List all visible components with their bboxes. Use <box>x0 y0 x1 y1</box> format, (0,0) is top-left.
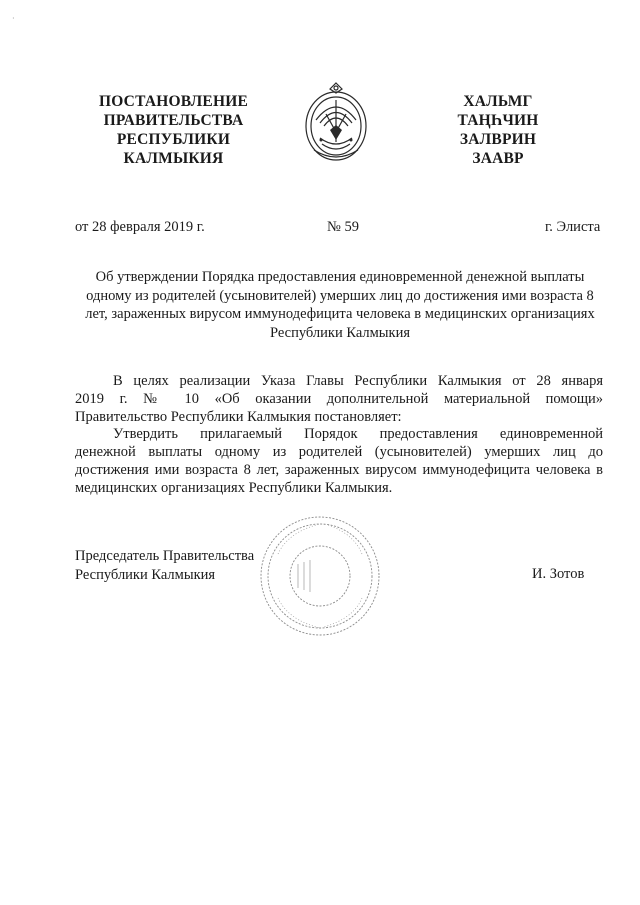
document-number: № 59 <box>327 219 359 235</box>
title-line: лет, зараженных вирусом иммунодефицита человека в медицинских организациях <box>85 306 595 322</box>
header-left-title <box>96 92 251 168</box>
title-line: Об утверждении Порядка предоставления единовременной денежной выплаты <box>95 269 585 285</box>
body-line: 2019 г. № 10 «Об оказании дополнительной материальной помощи» <box>75 391 603 407</box>
coat-of-arms-icon <box>300 80 372 166</box>
header-right-line: ХАЛЬМГ <box>463 93 533 110</box>
document-title <box>75 268 605 342</box>
document-city: г. Элиста <box>545 219 601 235</box>
header-left-line: РЕСПУБЛИКИ <box>116 131 231 148</box>
body-line: медицинских организациях Республики Калмыкия. <box>75 480 393 496</box>
scan-mark: · <box>12 14 15 23</box>
body-paragraph-preamble <box>75 372 603 426</box>
signatory-name: И. Зотов <box>532 566 585 582</box>
document-date: от 28 февраля 2019 г. <box>75 219 205 235</box>
title-line: одному из родителей (усыновителей) умерших лиц до достижения ими возраста 8 <box>86 287 594 304</box>
body-line: В целях реализации Указа Главы Республики Калмыкия от 28 января <box>113 373 603 389</box>
title-line: Республики Калмыкия <box>269 324 411 341</box>
header-left-line: ПОСТАНОВЛЕНИЕ <box>98 93 249 110</box>
header-right-line: ЗААВР <box>472 150 524 167</box>
header-left-line: КАЛМЫКИЯ <box>123 150 224 167</box>
body-line: достижения ими возраста 8 лет, зараженных вирусом иммунодефицита человека в <box>75 462 603 478</box>
body-line: денежной выплаты одному из родителей (усыновителей) умерших лиц до <box>75 444 603 460</box>
signatory-position <box>75 547 254 584</box>
body-line: Утвердить прилагаемый Порядок предоставления единовременной <box>113 426 603 442</box>
signatory-position-line: Республики Калмыкия <box>75 566 216 583</box>
header-left-line: ПРАВИТЕЛЬСТВА <box>103 112 244 129</box>
official-seal-icon <box>258 514 382 638</box>
header-right-line: ЗАЛВРИН <box>459 131 537 148</box>
header-right-line: ТАҢҺЧИН <box>457 112 539 129</box>
body-paragraph-resolution <box>75 425 603 497</box>
body-line: Правительство Республики Калмыкия постановляет: <box>75 409 402 425</box>
header-right-title <box>448 92 548 168</box>
signatory-position-line: Председатель Правительства <box>75 548 255 564</box>
